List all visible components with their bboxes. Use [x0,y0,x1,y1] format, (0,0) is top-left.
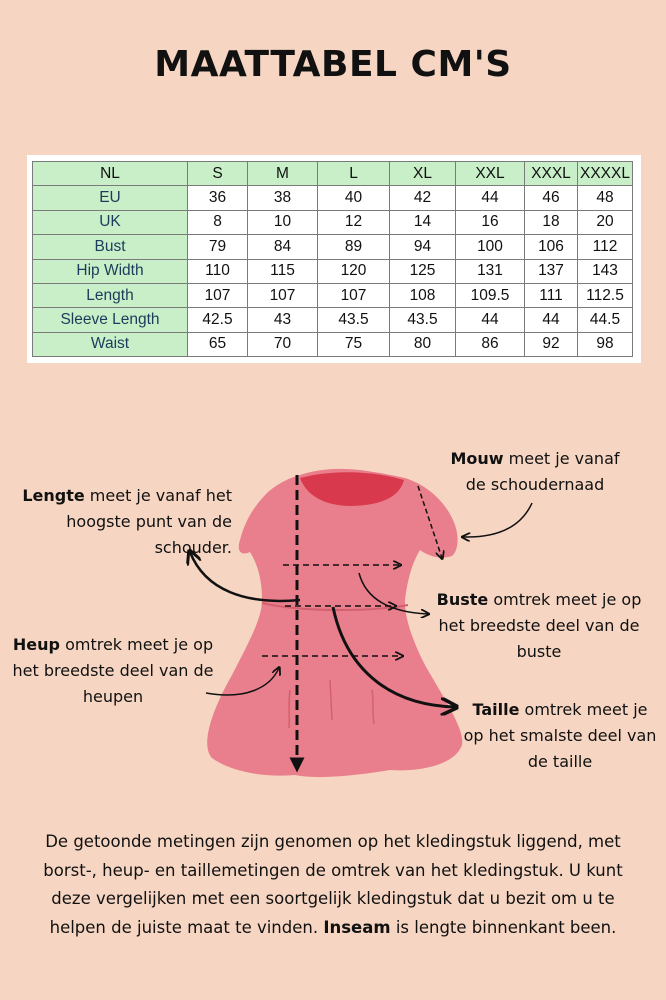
table-cell: 42.5 [188,308,248,332]
table-row-label: Bust [33,235,188,259]
annotation-mouw: Mouw meet je vanaf de schoudernaad [450,449,620,494]
table-cell: 111 [525,283,578,307]
table-cell: 115 [248,259,318,283]
table-header-cell: XXL [456,162,525,186]
table-cell: 79 [188,235,248,259]
table-cell: 94 [390,235,456,259]
table-header-cell: XXXXL [578,162,633,186]
table-cell: 109.5 [456,283,525,307]
annotation-buste: Buste omtrek meet je op het breedste deel van de buste [436,590,642,661]
footer-note: De getoonde metingen zijn genomen op het kledingstuk liggend, met borst-, heup- en taillemetingen de omtrek van het kledingstuk. U kunt deze vergelijken met een soortgelijk kledingstuk dat u bezit om u te helpen de juiste maat te vinden. Inseam is lengte binnenkant been. [43,832,623,937]
table-cell: 44.5 [578,308,633,332]
table-cell: 107 [248,283,318,307]
table-cell: 100 [456,235,525,259]
table-header-cell: XXXL [525,162,578,186]
table-cell: 112 [578,235,633,259]
table-cell: 16 [456,210,525,234]
annotation-lengte: Lengte meet je vanaf het hoogste punt van de schouder. [22,486,232,557]
table-row-label: Waist [33,332,188,356]
table-header-cell: XL [390,162,456,186]
table-cell: 75 [318,332,390,356]
table-cell: 20 [578,210,633,234]
table-cell: 65 [188,332,248,356]
table-cell: 120 [318,259,390,283]
table-cell: 86 [456,332,525,356]
table-cell: 137 [525,259,578,283]
arrow-icon [463,503,532,537]
table-row-label: Hip Width [33,259,188,283]
annotation-heup: Heup omtrek meet je op het breedste deel van de heupen [12,635,214,706]
table-cell: 98 [578,332,633,356]
table-row-label: Sleeve Length [33,308,188,332]
table-cell: 89 [318,235,390,259]
table-cell: 92 [525,332,578,356]
table-cell: 43 [248,308,318,332]
table-cell: 18 [525,210,578,234]
table-cell: 8 [188,210,248,234]
table-cell: 84 [248,235,318,259]
dress-shape [207,469,462,777]
table-header-cell: M [248,162,318,186]
annotation-taille: Taille omtrek meet je op het smalste deel van de taille [463,700,657,771]
page-title: MAATTABEL CM'S [154,44,512,85]
table-cell: 36 [188,186,248,210]
table-header-cell: L [318,162,390,186]
table-header-cell: S [188,162,248,186]
table-cell: 70 [248,332,318,356]
table-cell: 106 [525,235,578,259]
table-row-label: UK [33,210,188,234]
table-cell: 43.5 [390,308,456,332]
table-cell: 44 [525,308,578,332]
table-row-label: Length [33,283,188,307]
table-cell: 43.5 [318,308,390,332]
table-cell: 108 [390,283,456,307]
table-cell: 107 [188,283,248,307]
table-cell: 112.5 [578,283,633,307]
table-cell: 46 [525,186,578,210]
table-cell: 131 [456,259,525,283]
table-cell: 80 [390,332,456,356]
table-cell: 125 [390,259,456,283]
table-row-label: EU [33,186,188,210]
table-cell: 40 [318,186,390,210]
table-cell: 42 [390,186,456,210]
table-cell: 12 [318,210,390,234]
table-cell: 143 [578,259,633,283]
table-cell: 14 [390,210,456,234]
table-cell: 44 [456,186,525,210]
table-corner-cell: NL [33,162,188,186]
table-cell: 107 [318,283,390,307]
table-cell: 10 [248,210,318,234]
table-cell: 38 [248,186,318,210]
table-cell: 44 [456,308,525,332]
table-cell: 110 [188,259,248,283]
table-cell: 48 [578,186,633,210]
